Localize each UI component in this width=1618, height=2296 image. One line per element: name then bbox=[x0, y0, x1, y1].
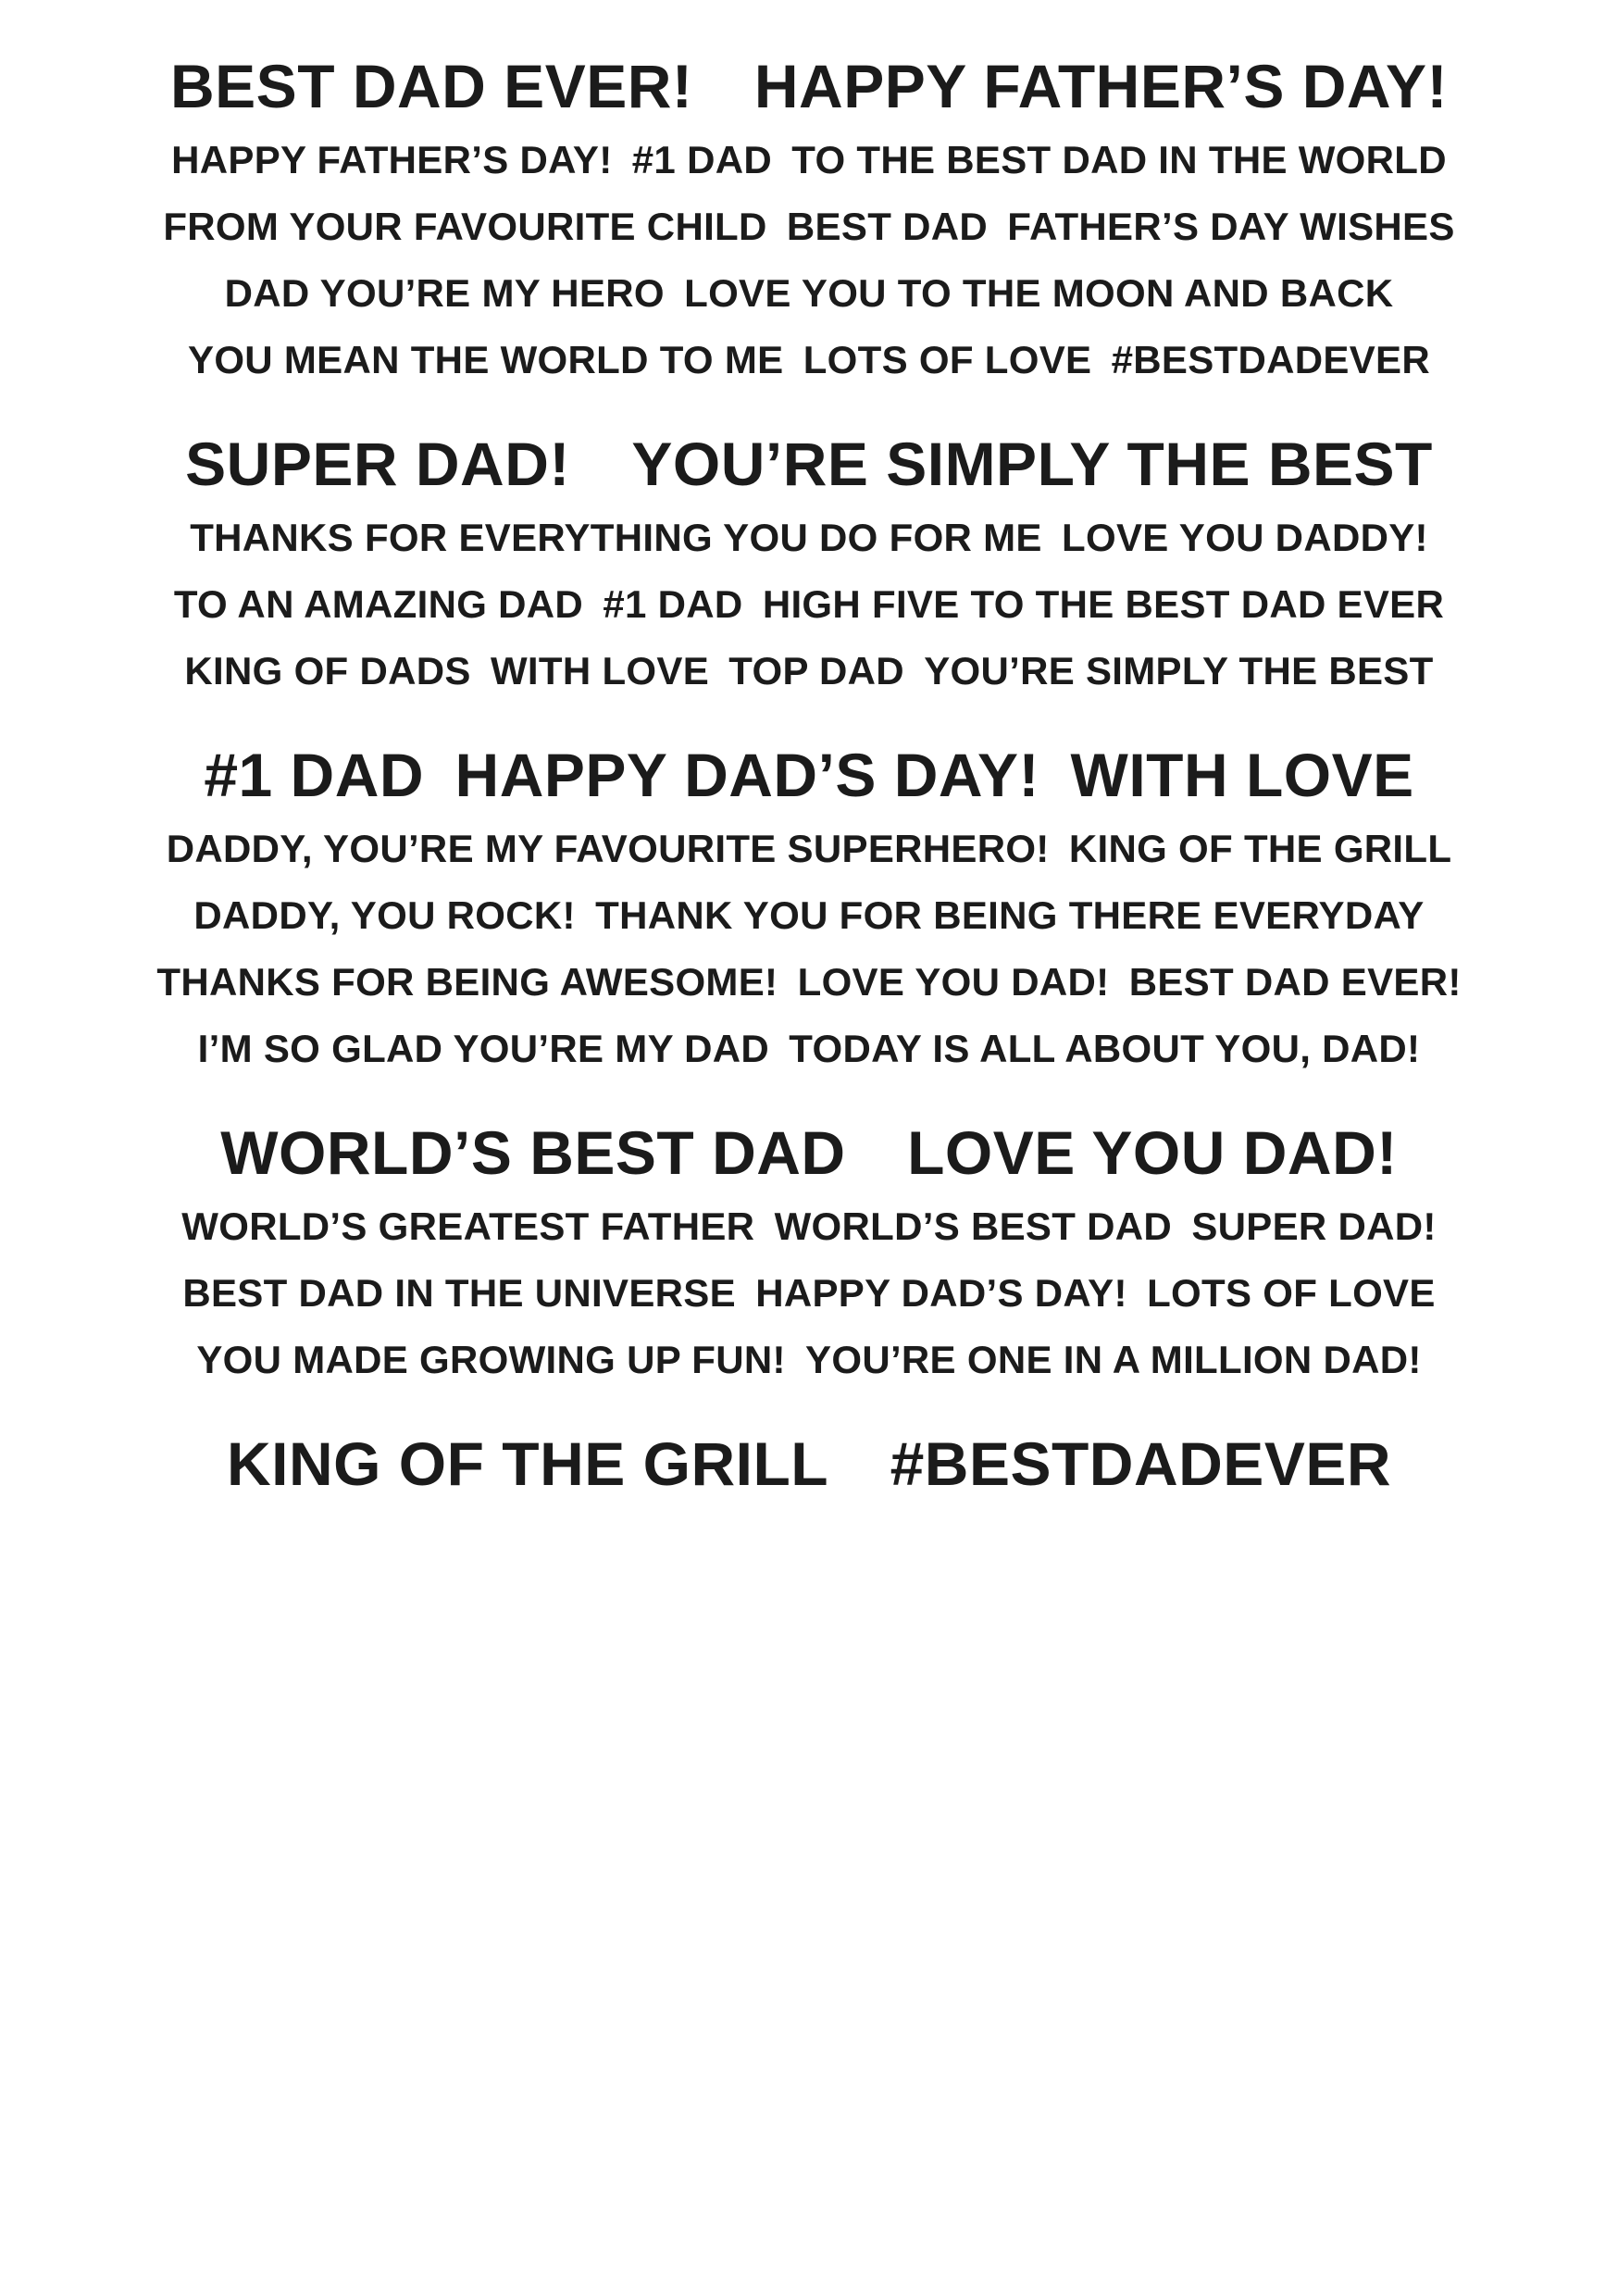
sentiment-line-7: THANKS FOR EVERYTHING YOU DO FOR ME LOVE YOU DADDY! bbox=[190, 516, 1428, 559]
sentiment-line-18: YOU MADE GROWING UP FUN! YOU’RE ONE IN A MILLION DAD! bbox=[196, 1338, 1422, 1381]
sentiment-line-5: YOU MEAN THE WORLD TO ME LOTS OF LOVE #BESTDADEVER bbox=[188, 338, 1430, 381]
sentiment-line-10: #1 DAD HAPPY DAD’S DAY! WITH LOVE bbox=[204, 741, 1414, 809]
sentiment-line-13: THANKS FOR BEING AWESOME! LOVE YOU DAD! BEST DAD EVER! bbox=[156, 960, 1462, 1004]
sentiment-line-16: WORLD’S GREATEST FATHER WORLD’S BEST DAD SUPER DAD! bbox=[181, 1204, 1437, 1248]
sentiment-line-1: BEST DAD EVER! HAPPY FATHER’S DAY! bbox=[170, 52, 1448, 120]
sentiment-line-4: DAD YOU’RE MY HERO LOVE YOU TO THE MOON AND BACK bbox=[224, 271, 1394, 315]
sentiment-line-15: WORLD’S BEST DAD LOVE YOU DAD! bbox=[220, 1118, 1398, 1187]
sentiment-line-17: BEST DAD IN THE UNIVERSE HAPPY DAD’S DAY! LOTS OF LOVE bbox=[182, 1271, 1436, 1315]
sentiment-line-12: DADDY, YOU ROCK! THANK YOU FOR BEING THERE EVERYDAY bbox=[193, 893, 1425, 937]
sentiment-line-2: HAPPY FATHER’S DAY! #1 DAD TO THE BEST DAD IN THE WORLD bbox=[171, 138, 1447, 181]
sentiment-line-14: I’M SO GLAD YOU’RE MY DAD TODAY IS ALL ABOUT YOU, DAD! bbox=[197, 1027, 1421, 1070]
sentiment-line-3: FROM YOUR FAVOURITE CHILD BEST DAD FATHER’S DAY WISHES bbox=[163, 205, 1455, 248]
sentiment-line-11: DADDY, YOU’RE MY FAVOURITE SUPERHERO! KING OF THE GRILL bbox=[166, 827, 1452, 870]
sentiment-line-8: TO AN AMAZING DAD #1 DAD HIGH FIVE TO THE BEST DAD EVER bbox=[173, 582, 1445, 626]
sentiment-line-19: KING OF THE GRILL #BESTDADEVER bbox=[226, 1429, 1392, 1498]
sentiment-line-9: KING OF DADS WITH LOVE TOP DAD YOU’RE SIMPLY THE BEST bbox=[184, 649, 1434, 693]
sentiment-line-6: SUPER DAD! YOU’RE SIMPLY THE BEST bbox=[185, 430, 1433, 498]
